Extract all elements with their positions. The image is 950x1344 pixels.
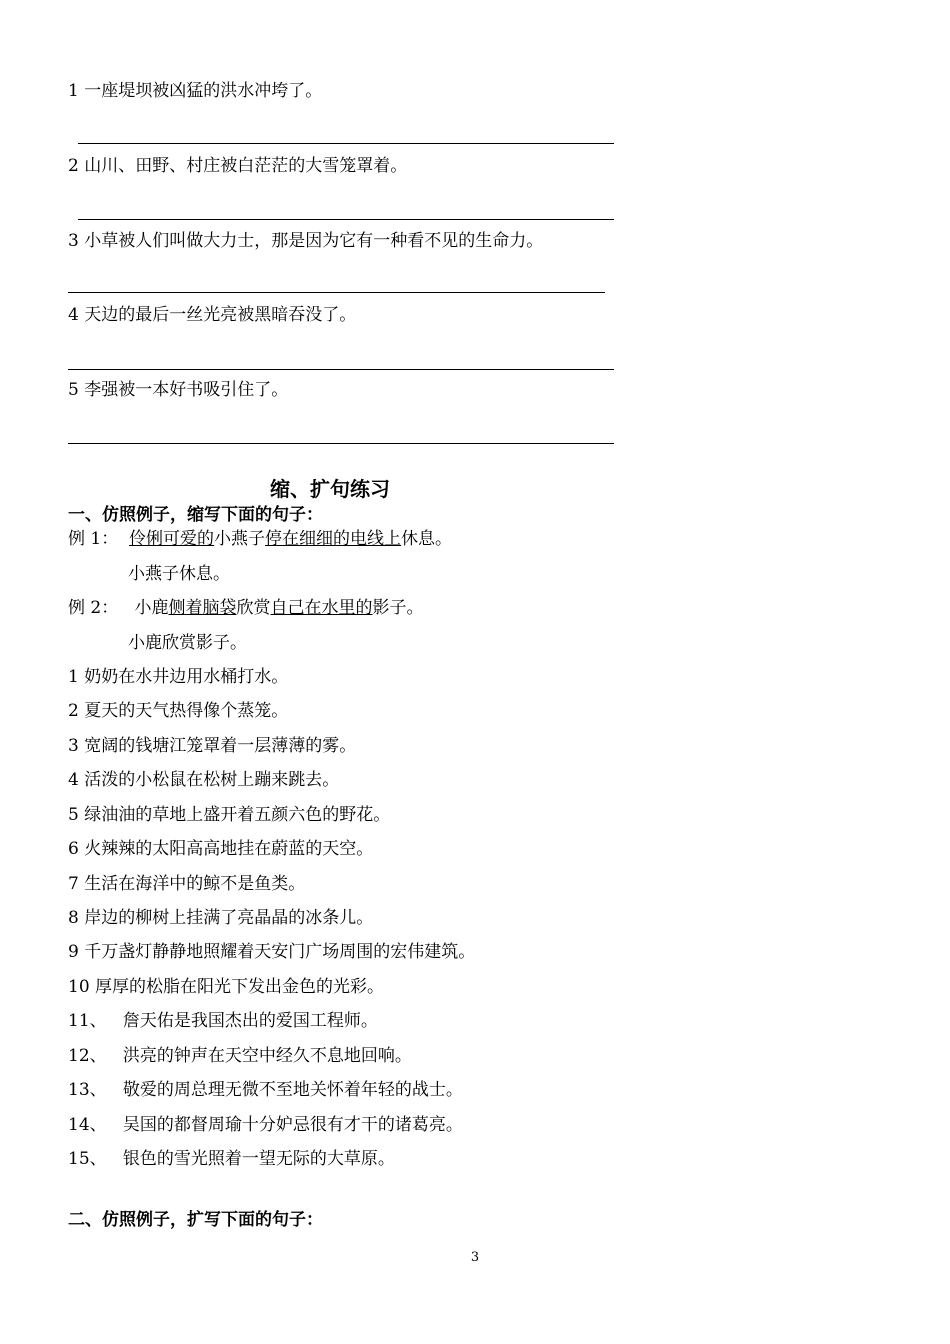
answer-line-3 [68,292,605,293]
passive-item-3: 3 小草被人们叫做大力士，那是因为它有一种看不见的生命力。 [68,231,544,251]
answer-line-4 [68,369,614,370]
shrink-item-4: 4 活泼的小松鼠在松树上蹦来跳去。 [68,770,340,790]
example-1-underlined-2: 停在细细的电线上 [265,529,402,549]
section-title: 缩、扩句练习 [270,477,390,501]
answer-line-1 [78,143,614,144]
shrink-item-13: 13、 敬爱的周总理无微不至地关怀着年轻的战士。 [68,1080,463,1100]
passive-item-2: 2 山川、田野、村庄被白茫茫的大雪笼罩着。 [68,156,408,176]
passive-item-4: 4 天边的最后一丝光亮被黑暗吞没了。 [68,305,357,325]
shrink-item-8: 8 岸边的柳树上挂满了亮晶晶的冰条儿。 [68,908,374,928]
shrink-item-1: 1 奶奶在水井边用水桶打水。 [68,667,289,687]
shrink-item-12: 12、 洪亮的钟声在天空中经久不息地回响。 [68,1046,412,1066]
shrink-item-7: 7 生活在海洋中的鲸不是鱼类。 [68,874,306,894]
passive-item-5: 5 李强被一本好书吸引住了。 [68,380,289,400]
example-1-underlined-1: 伶俐可爱的 [129,529,215,549]
answer-line-2 [78,219,614,220]
example-2-text-2: 欣赏 [236,598,271,618]
shrink-item-3: 3 宽阔的钱塘江笼罩着一层薄薄的雾。 [68,736,357,756]
shrink-item-14: 14、 吴国的都督周瑜十分妒忌很有才干的诸葛亮。 [68,1115,463,1135]
shrink-item-10: 10 厚厚的松脂在阳光下发出金色的光彩。 [68,977,385,997]
example-2-underlined-2: 自己在水里的 [270,598,373,618]
shrink-item-15: 15、 银色的雪光照着一望无际的大草原。 [68,1149,395,1169]
shrink-item-9: 9 千万盏灯静静地照耀着天安门广场周围的宏伟建筑。 [68,942,476,962]
page-number: 3 [470,1250,480,1265]
example-2-text-3: 影子。 [372,598,424,618]
example-1-answer: 小燕子休息。 [128,564,230,584]
example-2-label: 例 2： [68,598,119,618]
shrink-item-2: 2 夏天的天气热得像个蒸笼。 [68,701,289,721]
example-1-text-2: 休息。 [401,529,453,549]
shrink-item-6: 6 火辣辣的太阳高高地挂在蔚蓝的天空。 [68,839,374,859]
example-2 [68,593,423,618]
part1-heading: 一、仿照例子，缩写下面的句子： [68,505,323,525]
example-2-text-1: 小鹿 [134,598,169,618]
part2-heading: 二、仿照例子，扩写下面的句子： [68,1210,323,1230]
example-1-text-1: 小燕子 [214,529,266,549]
answer-line-5 [68,443,614,444]
example-1 [68,524,452,549]
example-1-label: 例 1： [68,529,119,549]
passive-item-1: 1 一座堤坝被凶猛的洪水冲垮了。 [68,81,323,101]
shrink-item-5: 5 绿油油的草地上盛开着五颜六色的野花。 [68,805,391,825]
example-2-underlined-1: 侧着脑袋 [168,598,237,618]
shrink-item-11: 11、 詹天佑是我国杰出的爱国工程师。 [68,1011,378,1031]
example-2-answer: 小鹿欣赏影子。 [128,633,247,653]
